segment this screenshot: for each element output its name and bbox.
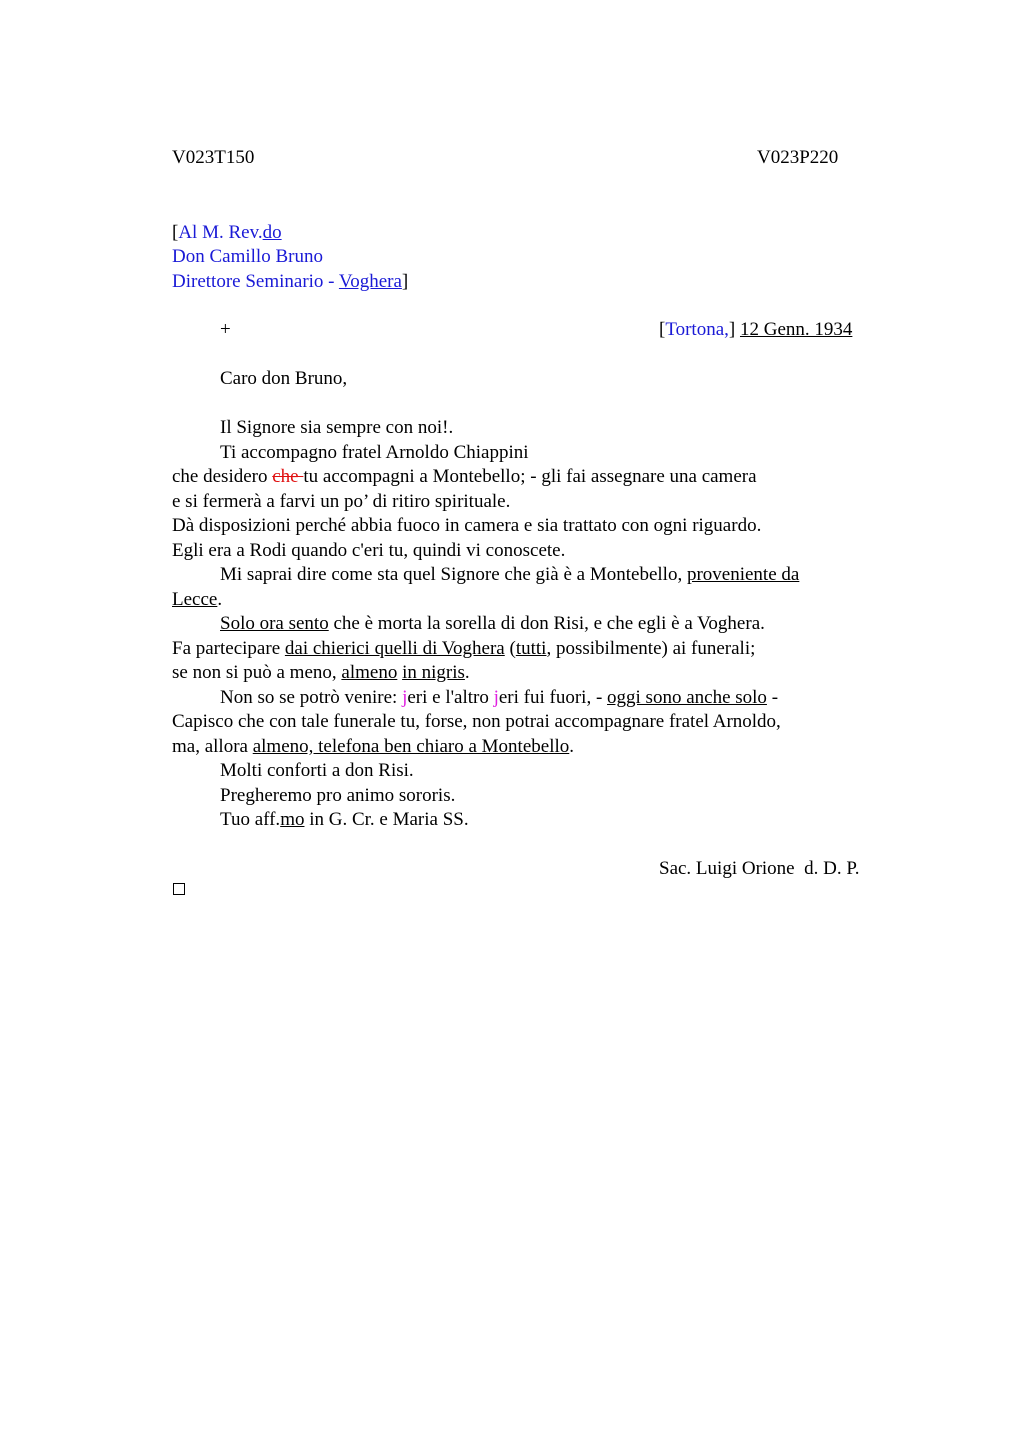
body-text: . bbox=[569, 736, 575, 757]
underlined-text: almeno bbox=[341, 662, 398, 683]
body-line-4: e si fermerà a farvi un po’ di ritiro spirituale. bbox=[172, 491, 511, 512]
underlined-text: Lecce bbox=[172, 589, 218, 610]
body-line-11 bbox=[172, 661, 470, 685]
body-line-8 bbox=[172, 588, 222, 612]
address-recipient-title-suffix: do bbox=[262, 222, 282, 243]
place-name: Tortona, bbox=[665, 319, 729, 340]
body-text: , possibilmente) ai funerali; bbox=[546, 638, 756, 659]
document-code-right: V023P220 bbox=[757, 147, 839, 168]
body-line-2: Ti accompagno fratel Arnoldo Chiappini bbox=[220, 442, 529, 463]
place-close-bracket: ] bbox=[728, 319, 736, 340]
underlined-text: dai chierici quelli di Voghera bbox=[284, 638, 505, 659]
address-close-bracket: ] bbox=[401, 271, 409, 292]
underlined-text: mo bbox=[280, 809, 305, 830]
body-line-14 bbox=[172, 735, 574, 759]
body-text: Fa partecipare bbox=[172, 638, 285, 659]
end-marker-box-icon bbox=[173, 883, 185, 895]
underlined-text: Solo ora sento bbox=[220, 613, 329, 634]
address-recipient-title: Al M. Rev. bbox=[178, 222, 263, 243]
body-text: - bbox=[766, 687, 779, 708]
body-text: ( bbox=[504, 638, 516, 659]
body-line-7 bbox=[220, 563, 799, 587]
dateline bbox=[659, 318, 852, 342]
body-text: . bbox=[464, 662, 470, 683]
body-text: se non si può a meno, bbox=[172, 662, 342, 683]
body-text: Mi saprai dire come sta quel Signore che già è a Montebello, bbox=[220, 564, 687, 585]
body-text: ma, allora bbox=[172, 736, 253, 757]
body-line-1: Il Signore sia sempre con noi!. bbox=[220, 417, 454, 438]
body-line-5: Dà disposizioni perché abbia fuoco in camera e sia trattato con ogni riguardo. bbox=[172, 515, 762, 536]
cross-symbol: + bbox=[220, 319, 231, 340]
body-line-6: Egli era a Rodi quando c'eri tu, quindi vi conoscete. bbox=[172, 540, 566, 561]
address-line-3 bbox=[172, 270, 408, 294]
underlined-text: tutti bbox=[515, 638, 547, 659]
address-city: Voghera bbox=[338, 271, 402, 292]
highlighted-letter: j bbox=[402, 687, 408, 708]
place-open-bracket: [ bbox=[659, 319, 666, 340]
highlighted-letter: j bbox=[493, 687, 499, 708]
document-code-left: V023T150 bbox=[172, 147, 255, 168]
struck-text: che bbox=[272, 466, 304, 487]
body-line-9 bbox=[220, 612, 765, 636]
body-text: eri e l'altro bbox=[407, 687, 494, 708]
address-line-2: Don Camillo Bruno bbox=[172, 246, 323, 267]
body-text: che è morta la sorella di don Risi, e che egli è a Voghera. bbox=[328, 613, 765, 634]
underlined-text: oggi sono anche solo bbox=[607, 687, 767, 708]
address-open-bracket: [ bbox=[172, 222, 179, 243]
address-role: Direttore Seminario - bbox=[172, 271, 339, 292]
underlined-text: almeno, telefona ben chiaro a Montebello bbox=[252, 736, 570, 757]
address-line-1 bbox=[172, 221, 282, 245]
body-text: in G. Cr. e Maria SS. bbox=[304, 809, 469, 830]
body-line-15: Molti conforti a don Risi. bbox=[220, 760, 414, 781]
body-line-16: Pregheremo pro animo sororis. bbox=[220, 785, 456, 806]
body-line-10 bbox=[172, 637, 755, 661]
letter-date: 12 Genn. 1934 bbox=[739, 319, 853, 340]
body-text: Non so se potrò venire: bbox=[220, 687, 403, 708]
underlined-text: proveniente da bbox=[686, 564, 800, 585]
body-text: eri fui fuori, - bbox=[498, 687, 608, 708]
body-line-17 bbox=[220, 808, 469, 832]
body-text: . bbox=[217, 589, 223, 610]
body-line-12 bbox=[220, 686, 778, 710]
body-text: Tuo aff. bbox=[220, 809, 281, 830]
body-line-3 bbox=[172, 465, 757, 489]
body-text: tu accompagni a Montebello; - gli fai assegnare una camera bbox=[303, 466, 757, 487]
body-text: che desidero bbox=[172, 466, 273, 487]
underlined-text: in nigris bbox=[402, 662, 465, 683]
signature: Sac. Luigi Orione d. D. P. bbox=[659, 858, 860, 879]
body-line-13: Capisco che con tale funerale tu, forse, non potrai accompagnare fratel Arnoldo, bbox=[172, 711, 781, 732]
salutation: Caro don Bruno, bbox=[220, 368, 348, 389]
